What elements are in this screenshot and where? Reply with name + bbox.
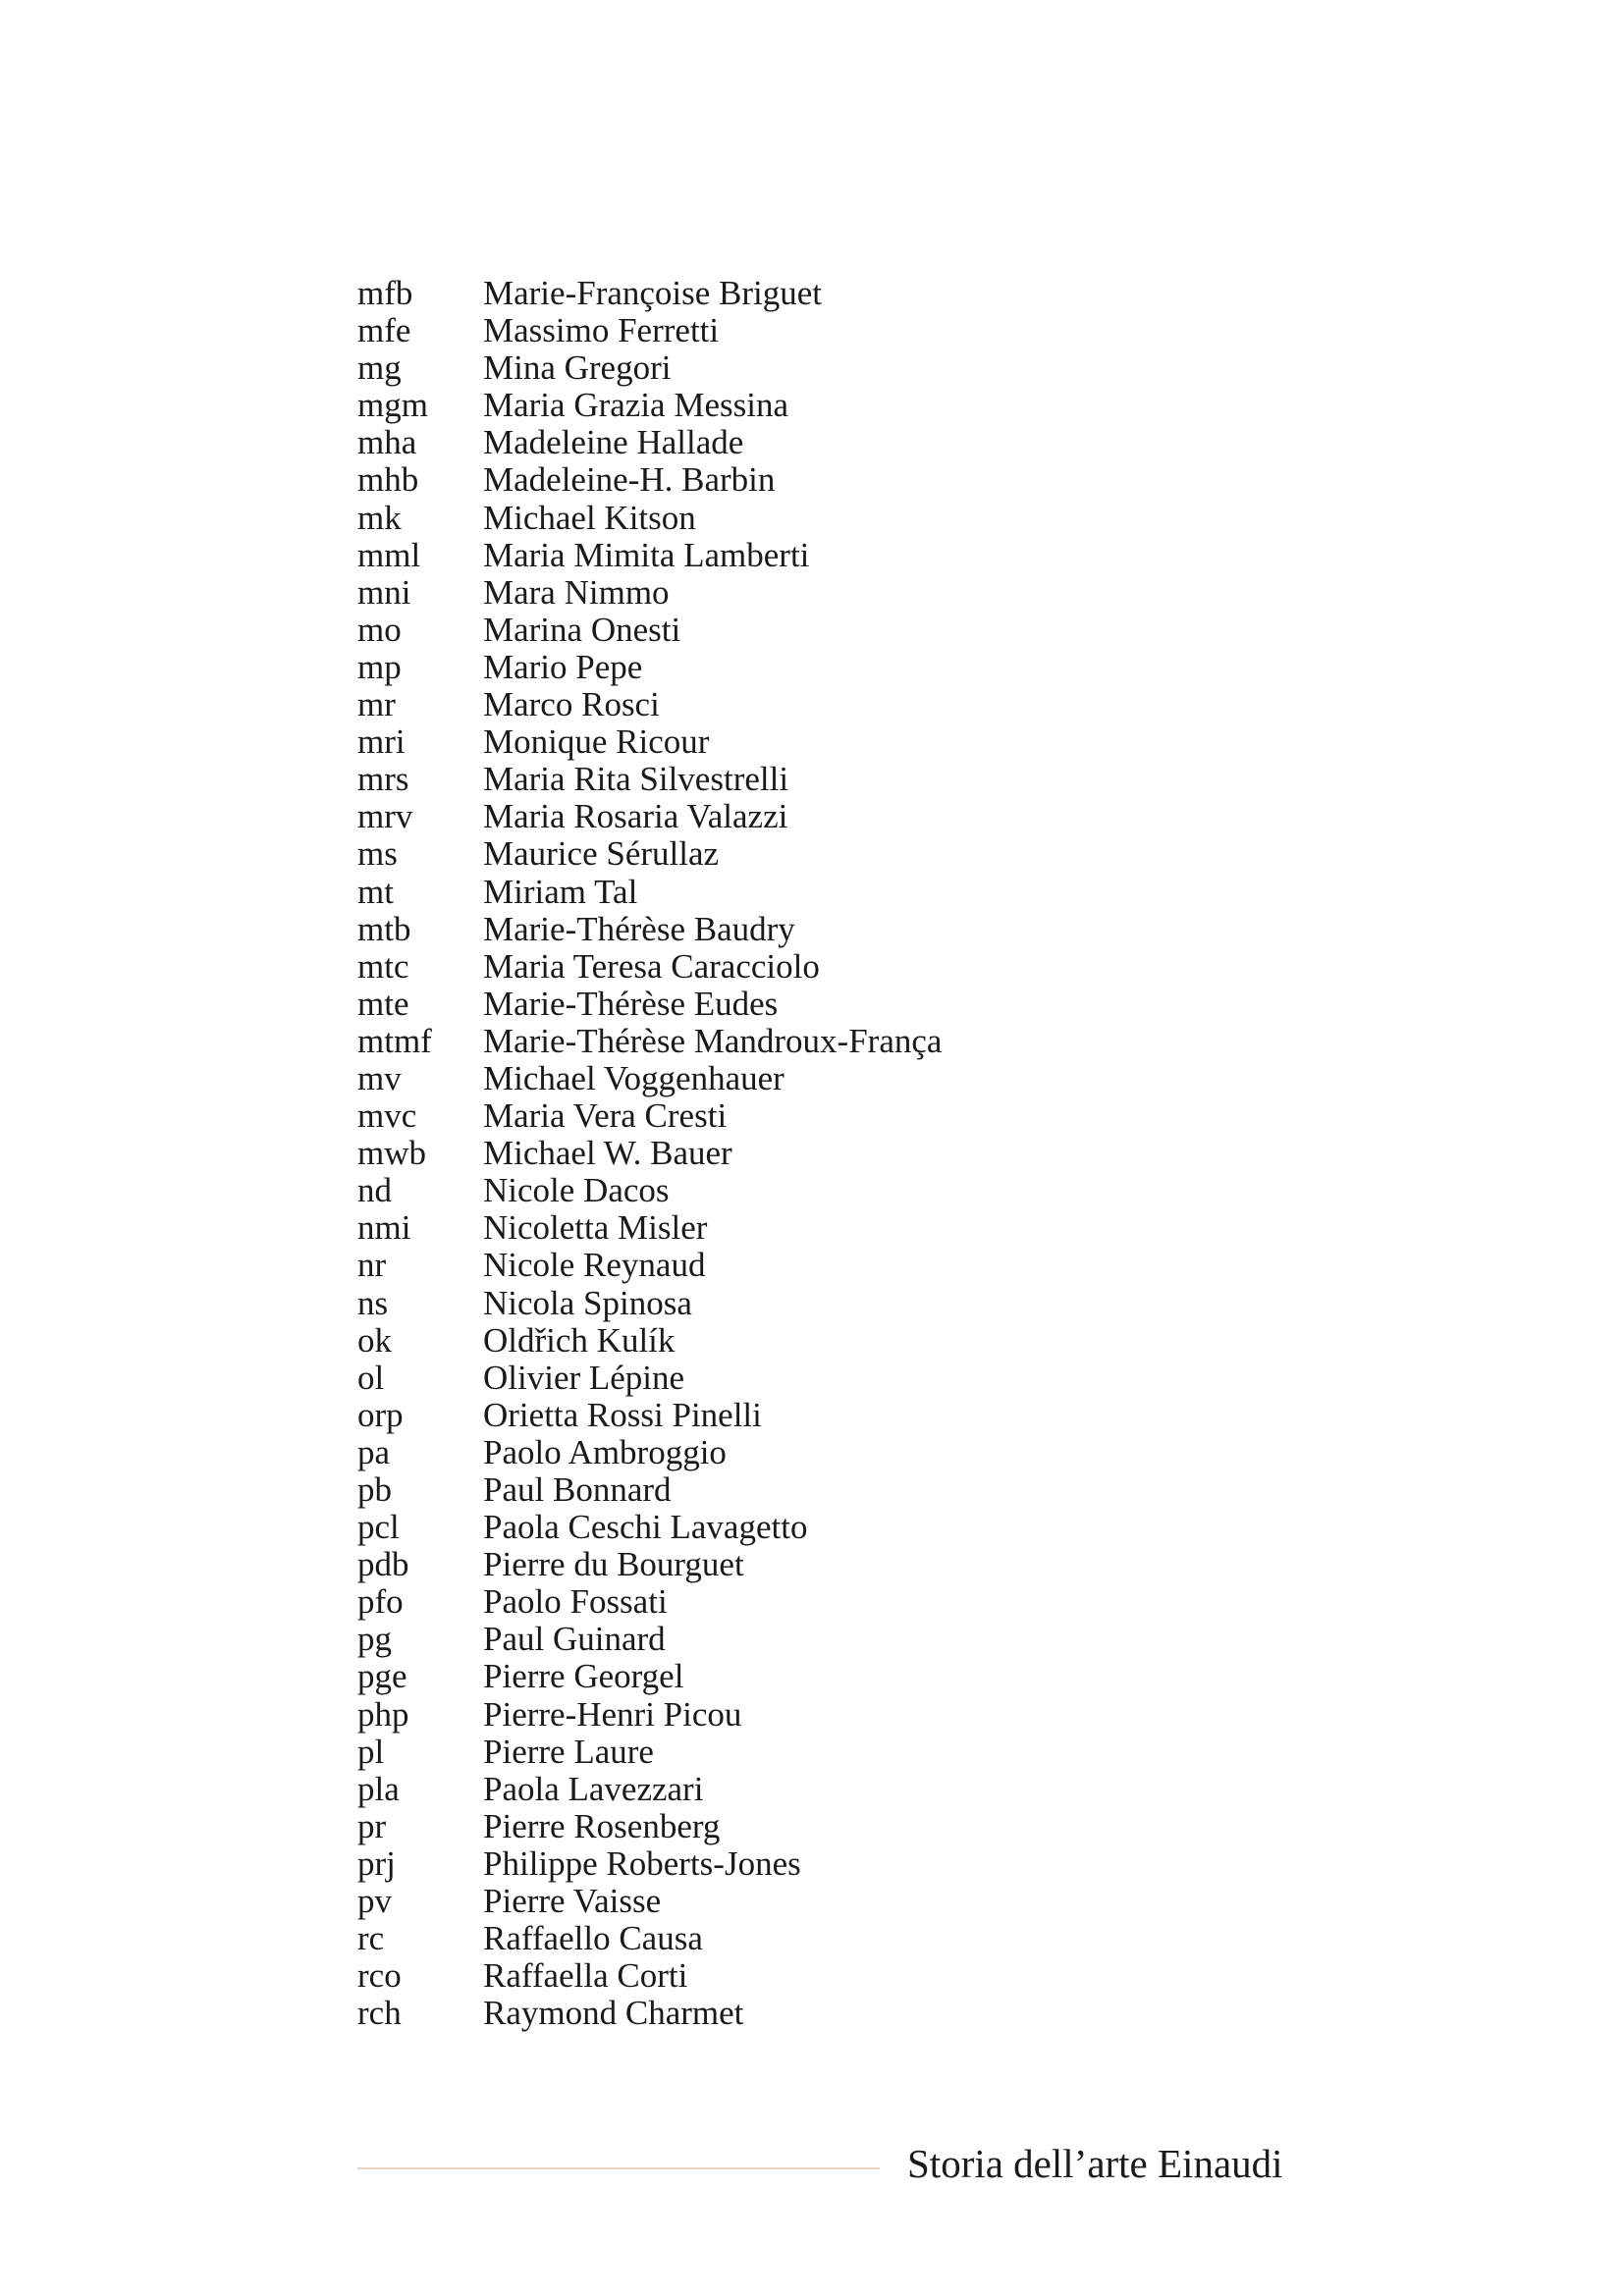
entry-abbreviation: pg: [357, 1620, 392, 1659]
entry-abbreviation: pb: [357, 1470, 392, 1509]
entry-abbreviation: rco: [357, 1956, 402, 1996]
entry-name: Madeleine-H. Barbin: [483, 460, 776, 500]
entry-name: Marie-Françoise Briguet: [483, 274, 823, 312]
entry-abbreviation: pfo: [357, 1582, 404, 1622]
list-item: [357, 312, 1339, 349]
list-item: [357, 649, 1339, 686]
entry-name: Maria Grazia Messina: [483, 386, 788, 425]
entry-abbreviation: mo: [357, 610, 402, 649]
entry-abbreviation: rc: [357, 1919, 385, 1958]
entry-name: Paul Guinard: [483, 1620, 666, 1659]
entry-name: Pierre Vaisse: [483, 1882, 662, 1921]
entry-name: Raffaella Corti: [483, 1956, 688, 1996]
entry-abbreviation: ns: [357, 1283, 389, 1322]
list-item: [357, 275, 1339, 312]
entry-name: Pierre-Henri Picou: [483, 1694, 742, 1734]
list-item: [357, 387, 1339, 424]
abbreviation-list: [357, 275, 1339, 2032]
entry-abbreviation: nmi: [357, 1208, 411, 1248]
entry-name: Pierre Georgel: [483, 1657, 684, 1696]
entry-abbreviation: pv: [357, 1882, 392, 1921]
entry-name: Nicola Spinosa: [483, 1283, 692, 1322]
list-item: [357, 537, 1339, 574]
entry-abbreviation: nr: [357, 1246, 387, 1285]
entry-name: Pierre Laure: [483, 1732, 654, 1771]
entry-name: Michael W. Bauer: [483, 1134, 732, 1173]
list-item: [357, 911, 1339, 948]
entry-name: Maria Teresa Caracciolo: [483, 946, 820, 986]
list-item: [357, 1734, 1339, 1771]
list-item: [357, 1360, 1339, 1397]
list-item: [357, 1771, 1339, 1808]
list-item: [357, 612, 1339, 649]
list-item: [357, 723, 1339, 761]
list-item: [357, 1696, 1339, 1734]
list-item: [357, 1509, 1339, 1546]
entry-abbreviation: php: [357, 1694, 409, 1734]
entry-abbreviation: ms: [357, 834, 398, 874]
entry-abbreviation: mk: [357, 498, 402, 537]
list-item: [357, 1621, 1339, 1658]
list-item: [357, 798, 1339, 835]
entry-abbreviation: mni: [357, 572, 411, 612]
entry-name: Maria Rosaria Valazzi: [483, 797, 788, 836]
entry-abbreviation: mg: [357, 348, 402, 388]
entry-name: Miriam Tal: [483, 872, 638, 911]
entry-name: Raffaello Causa: [483, 1919, 703, 1958]
entry-abbreviation: mha: [357, 423, 417, 462]
entry-abbreviation: mt: [357, 872, 394, 911]
entry-name: Nicole Dacos: [483, 1171, 670, 1210]
entry-name: Paola Lavezzari: [483, 1769, 704, 1808]
entry-abbreviation: pcl: [357, 1508, 400, 1547]
list-item: [357, 1546, 1339, 1583]
list-item: [357, 1583, 1339, 1621]
entry-name: Michael Kitson: [483, 498, 696, 537]
entry-name: Mario Pepe: [483, 647, 643, 686]
footer-divider: [357, 2167, 880, 2169]
entry-name: Maria Vera Cresti: [483, 1096, 728, 1136]
entry-name: Maurice Sérullaz: [483, 834, 720, 874]
list-item: [357, 1097, 1339, 1135]
entry-name: Olivier Lépine: [483, 1358, 685, 1397]
list-item: [357, 574, 1339, 612]
list-item: [357, 1920, 1339, 1957]
entry-name: Marina Onesti: [483, 610, 681, 649]
entry-name: Mara Nimmo: [483, 572, 670, 612]
entry-abbreviation: nd: [357, 1171, 392, 1210]
footer-title: Storia dell’arte Einaudi: [907, 2141, 1283, 2186]
entry-abbreviation: mv: [357, 1058, 402, 1097]
entry-name: Nicoletta Misler: [483, 1208, 708, 1248]
entry-name: Maria Rita Silvestrelli: [483, 760, 789, 799]
entry-abbreviation: mwb: [357, 1134, 426, 1173]
entry-name: Paul Bonnard: [483, 1470, 672, 1509]
list-item: [357, 349, 1339, 387]
entry-name: Paolo Fossati: [483, 1582, 668, 1622]
list-item: [357, 1658, 1339, 1695]
list-item: [357, 1172, 1339, 1209]
entry-abbreviation: ol: [357, 1358, 385, 1397]
entry-name: Massimo Ferretti: [483, 311, 720, 350]
entry-name: Marie-Thérèse Baudry: [483, 909, 795, 948]
entry-abbreviation: orp: [357, 1395, 404, 1434]
list-item: [357, 761, 1339, 798]
list-item: [357, 1247, 1339, 1284]
entry-name: Marie-Thérèse Eudes: [483, 984, 779, 1023]
entry-name: Philippe Roberts-Jones: [483, 1843, 801, 1883]
list-item: [357, 1883, 1339, 1920]
list-item: [357, 1023, 1339, 1060]
list-item: [357, 1322, 1339, 1360]
list-item: [357, 1060, 1339, 1097]
entry-name: Maria Mimita Lamberti: [483, 535, 810, 574]
entry-abbreviation: mvc: [357, 1096, 417, 1136]
list-item: [357, 1135, 1339, 1172]
entry-abbreviation: mtc: [357, 946, 409, 986]
list-item: [357, 461, 1339, 499]
entry-name: Paolo Ambroggio: [483, 1432, 727, 1471]
entry-abbreviation: mhb: [357, 460, 419, 500]
entry-abbreviation: mp: [357, 647, 402, 686]
entry-name: Marie-Thérèse Mandroux-França: [483, 1021, 943, 1060]
list-item: [357, 1285, 1339, 1322]
entry-abbreviation: mrs: [357, 760, 409, 799]
entry-abbreviation: mtmf: [357, 1021, 432, 1060]
entry-abbreviation: pa: [357, 1432, 391, 1471]
entry-name: Oldřich Kulík: [483, 1320, 676, 1360]
entry-abbreviation: rch: [357, 1994, 402, 2033]
list-item: [357, 1845, 1339, 1883]
list-item: [357, 686, 1339, 723]
entry-abbreviation: mr: [357, 685, 396, 724]
list-item: [357, 1209, 1339, 1247]
entry-name: Pierre du Bourguet: [483, 1545, 744, 1584]
list-item: [357, 1808, 1339, 1845]
entry-name: Mina Gregori: [483, 348, 672, 388]
list-item: [357, 835, 1339, 873]
entry-abbreviation: pl: [357, 1732, 385, 1771]
list-item: [357, 1957, 1339, 1995]
entry-name: Madeleine Hallade: [483, 423, 744, 462]
list-item: [357, 948, 1339, 986]
entry-abbreviation: mml: [357, 535, 421, 574]
list-item: [357, 1471, 1339, 1509]
entry-abbreviation: pla: [357, 1769, 400, 1808]
entry-abbreviation: pge: [357, 1657, 407, 1696]
entry-abbreviation: prj: [357, 1843, 396, 1883]
entry-name: Pierre Rosenberg: [483, 1806, 721, 1845]
entry-abbreviation: mfe: [357, 311, 411, 350]
list-item: [357, 874, 1339, 911]
list-item: [357, 424, 1339, 461]
entry-abbreviation: mtb: [357, 909, 411, 948]
entry-name: Nicole Reynaud: [483, 1246, 706, 1285]
list-item: [357, 1397, 1339, 1434]
entry-abbreviation: mgm: [357, 386, 428, 425]
entry-abbreviation: mrv: [357, 797, 413, 836]
list-item: [357, 1995, 1339, 2032]
entry-name: Michael Voggenhauer: [483, 1058, 784, 1097]
entry-name: Raymond Charmet: [483, 1994, 744, 2033]
entry-name: Monique Ricour: [483, 722, 710, 762]
entry-abbreviation: ok: [357, 1320, 392, 1360]
entry-name: Orietta Rossi Pinelli: [483, 1395, 762, 1434]
entry-abbreviation: pdb: [357, 1545, 409, 1584]
entry-name: Paola Ceschi Lavagetto: [483, 1508, 808, 1547]
list-item: [357, 986, 1339, 1023]
entry-abbreviation: mte: [357, 984, 409, 1023]
entry-abbreviation: pr: [357, 1806, 387, 1845]
list-item: [357, 1434, 1339, 1471]
entry-abbreviation: mri: [357, 722, 406, 762]
entry-abbreviation: mfb: [357, 274, 413, 312]
list-item: [357, 500, 1339, 537]
entry-name: Marco Rosci: [483, 685, 660, 724]
